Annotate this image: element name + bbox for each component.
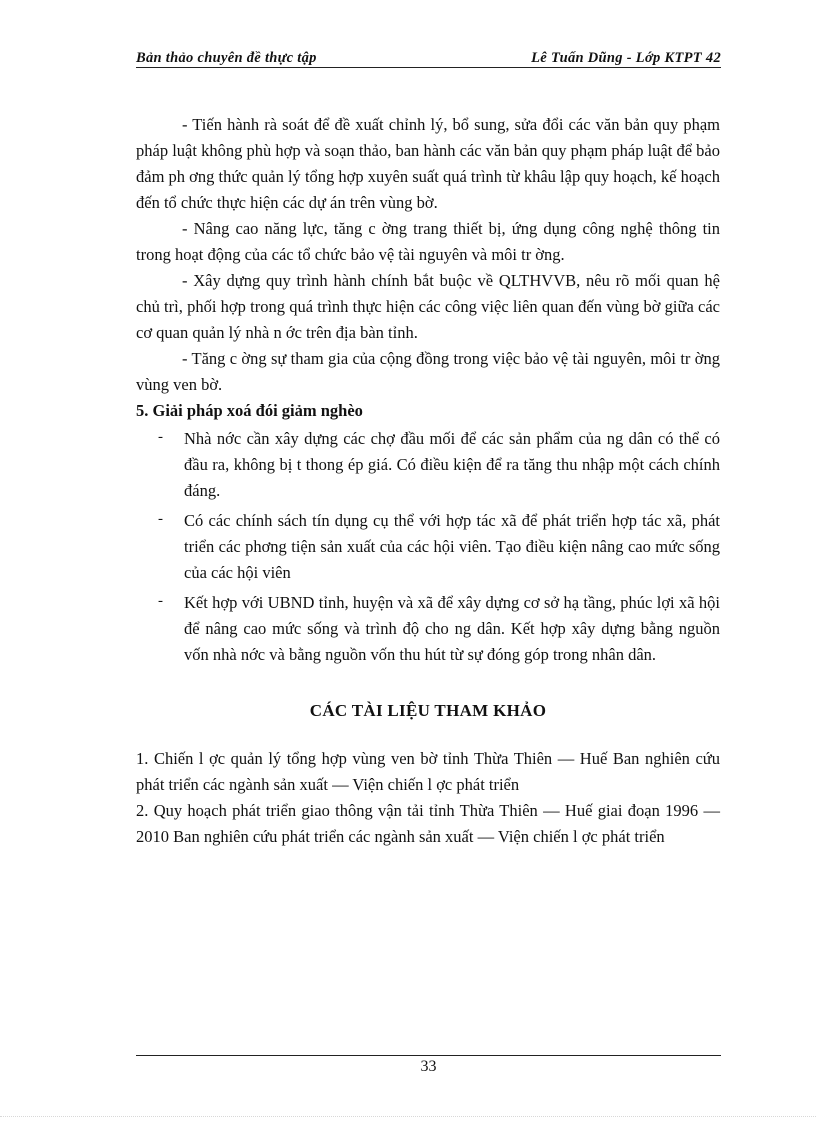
list-item-text: Có các chính sách tín dụng cụ thể với hợp tác xã để phát triển hợp tác xã, phát triển các phơng tiện sản xuất của các hội viên. Tạo điều kiện nâng cao mức sống của các hội viên (184, 511, 720, 582)
bullet-marker: - (158, 429, 163, 445)
paragraph: - Tăng c ờng sự tham gia của cộng đồng trong việc bảo vệ tài nguyên, môi tr ờng vùng ven bờ. (136, 349, 720, 394)
header-left-text: Bản thảo chuyên đề thực tập (136, 50, 317, 66)
paragraph: - Tiến hành rà soát để đề xuất chỉnh lý, bổ sung, sửa đổi các văn bản quy phạm pháp luật không phù hợp và soạn thảo, ban hành các văn bản quy phạm pháp luật để bảo đảm ph ơng thức quản lý tổng hợp xuyên suất quá trình từ khâu lập quy hoạch, kế hoạch đến tổ chức thực hiện các dự án trên vùng bờ. (136, 115, 720, 212)
bullet-marker: - (158, 511, 163, 527)
bullet-marker: - (158, 593, 163, 609)
list-item-text: Nhà nớc cần xây dựng các chợ đầu mối để các sản phẩm của ng dân có thể có đầu ra, không bị t thong ép giá. Có điều kiện để ra tăng thu nhập một cách chính đáng. (184, 429, 720, 500)
footer-rule (136, 1055, 721, 1056)
page-number: 33 (420, 1058, 437, 1075)
list-item (136, 590, 720, 668)
list-item-text: Kết hợp với UBND tỉnh, huyện và xã để xây dựng cơ sở hạ tầng, phúc lợi xã hội để nâng cao mức sống và trình độ cho ng dân. Kết hợp xây dựng bằng nguồn vốn nhà nớc và bằng nguồn vốn thu hút từ sự đóng góp trong nhân dân. (184, 593, 720, 664)
header-rule (136, 67, 721, 68)
reference-item: 1. Chiến l ợc quản lý tổng hợp vùng ven bờ tỉnh Thừa Thiên — Huế Ban nghiên cứu phát triển các ngành sản xuất — Viện chiến l ợc phát triển (136, 749, 720, 794)
header-right-text: Lê Tuấn Dũng - Lớp KTPT 42 (531, 50, 721, 66)
section-heading: 5. Giải pháp xoá đói giảm nghèo (136, 401, 363, 420)
page-edge-divider (0, 1116, 816, 1117)
list-item (136, 508, 720, 586)
reference-item: 2. Quy hoạch phát triển giao thông vận tải tỉnh Thừa Thiên — Huế giai đoạn 1996 — 2010 Ban nghiên cứu phát triển các ngành sản xuất — Viện chiến l ợc phát triển (136, 801, 720, 846)
references-title: CÁC TÀI LIỆU THAM KHẢO (309, 701, 547, 720)
paragraph: - Nâng cao năng lực, tăng c ờng trang thiết bị, ứng dụng công nghệ thông tin trong hoạt động của các tổ chức bảo vệ tài nguyên và môi tr ờng. (136, 219, 720, 264)
paragraph: - Xây dựng quy trình hành chính bắt buộc về QLTHVVB, nêu rõ mối quan hệ chủ trì, phối hợp trong quá trình thực hiện các công việc liên quan đến vùng bờ giữa các cơ quan quản lý nhà n ớc trên địa bàn tỉnh. (136, 271, 720, 342)
document-body (136, 112, 720, 850)
solution-list (136, 426, 720, 668)
list-item (136, 426, 720, 504)
